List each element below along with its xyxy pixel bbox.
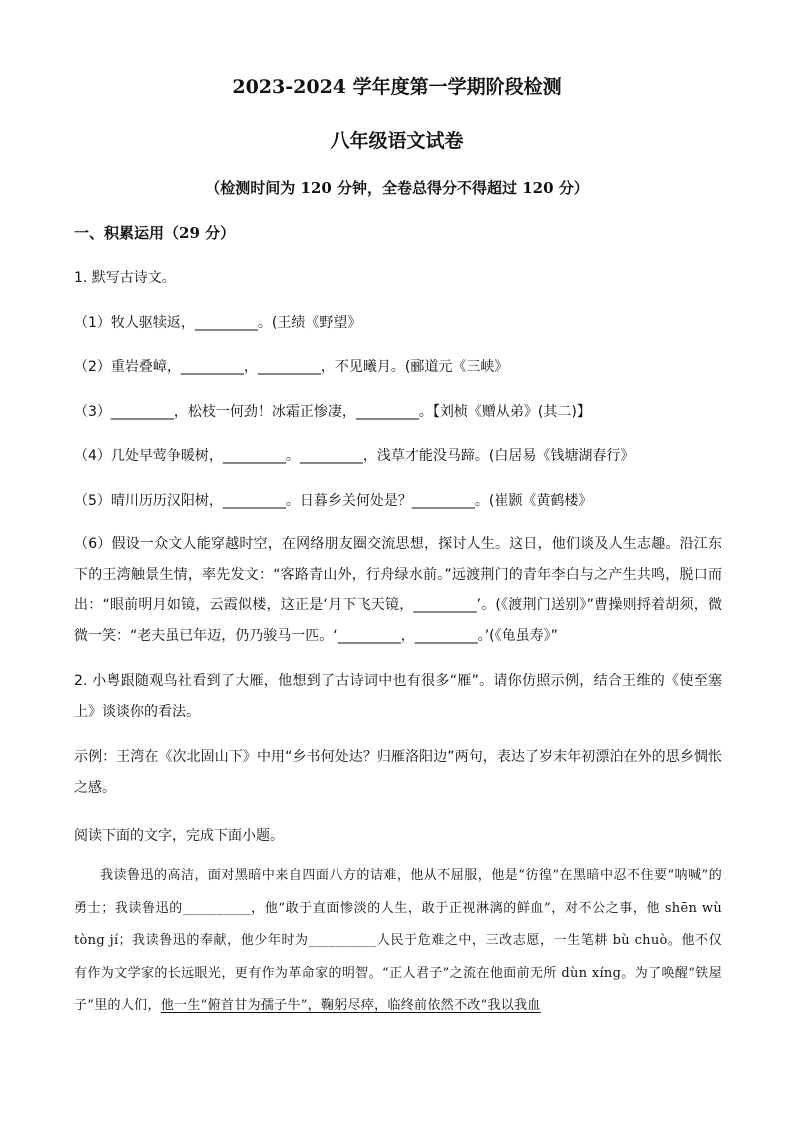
q1-item-1: （1）牧人驱犊返，_________。(王绩《野望》 xyxy=(74,315,362,331)
section-heading: 一、积累运用（29 分） xyxy=(74,224,236,242)
passage-text: 我读鲁迅的高洁，面对黑暗中来自四面八方的诘难，他从不屈服，他是“彷徨”在黑暗中忍不住要“呐喊”的勇士；我读鲁迅的__________，他“敢于直面惨淡的人生，敢于正视淋漓的鲜血”，对不公之事，他 shēn wù tòng jí；我读鲁迅的奉献，他少年时为__________人民于危难之中，三改志愿，一生笔耕 bù chuò。他不仅有作为文学家的长远眼光，更有作为革命家的明智。“正人君子”之流在他面前无所 dùn xíng。为了唤醒“铁屋子”里的人们， xyxy=(74,868,722,1013)
q1-item-2: （2）重岩叠嶂，_________，_________，不见曦月。(郦道元《三峡》 xyxy=(74,359,509,375)
passage-underlined-text: 他一生“俯首甘为孺子牛”，鞠躬尽瘁，临终前依然不改“我以我血 xyxy=(160,998,541,1013)
exam-subtitle: 八年级语文试卷 xyxy=(330,130,464,152)
q1-item-5: （5）晴川历历汉阳树，_________。日暮乡关何处是？_________。(崔颢《黄鹤楼》 xyxy=(74,493,593,509)
q1-item-6: （6）假设一众文人能穿越时空，在网络朋友圈交流思想，探讨人生。这日，他们谈及人生志趣。沿江东下的王湾触景生情，率先发文：“客路青山外，行舟绿水前。”远渡荆门的青年李白与之产生共鸣，脱口而出：“眼前明月如镜，云霞似楼，这正是‘月下飞天镜，_________’。(《渡荆门送别》”曹操则捋着胡须，微微一笑：“老夫虽已年迈，仍乃骏马一匹。‘_________，_________。’(《龟虽寿》” xyxy=(74,536,722,644)
question-1-title: 1. 默写古诗文。 xyxy=(74,270,176,286)
example-text: 示例：王湾在《次北固山下》中用“乡书何处达？归雁洛阳边”两句，表达了岁末年初漂泊在外的思乡惆怅之感。 xyxy=(74,749,722,796)
exam-note: （检测时间为 120 分钟，全卷总得分不得超过 120 分） xyxy=(205,179,589,197)
q1-item-4: （4）几处早莺争暖树，_________。_________，浅草才能没马蹄。(白居易《钱塘湖春行》 xyxy=(74,448,635,464)
q1-item-3: （3）_________，松枝一何劲！冰霜正惨凄，_________。【刘桢《赠从弟》(其二)】 xyxy=(74,404,591,420)
exam-title: 2023-2024 学年度第一学期阶段检测 xyxy=(232,76,562,98)
question-2: 2. 小粤跟随观鸟社看到了大雁，他想到了古诗词中也有很多“雁”。请你仿照示例，结合王维的《使至塞上》谈谈你的看法。 xyxy=(74,673,722,720)
reading-passage xyxy=(74,860,722,1023)
reading-instruction: 阅读下面的文字，完成下面小题。 xyxy=(74,828,284,844)
